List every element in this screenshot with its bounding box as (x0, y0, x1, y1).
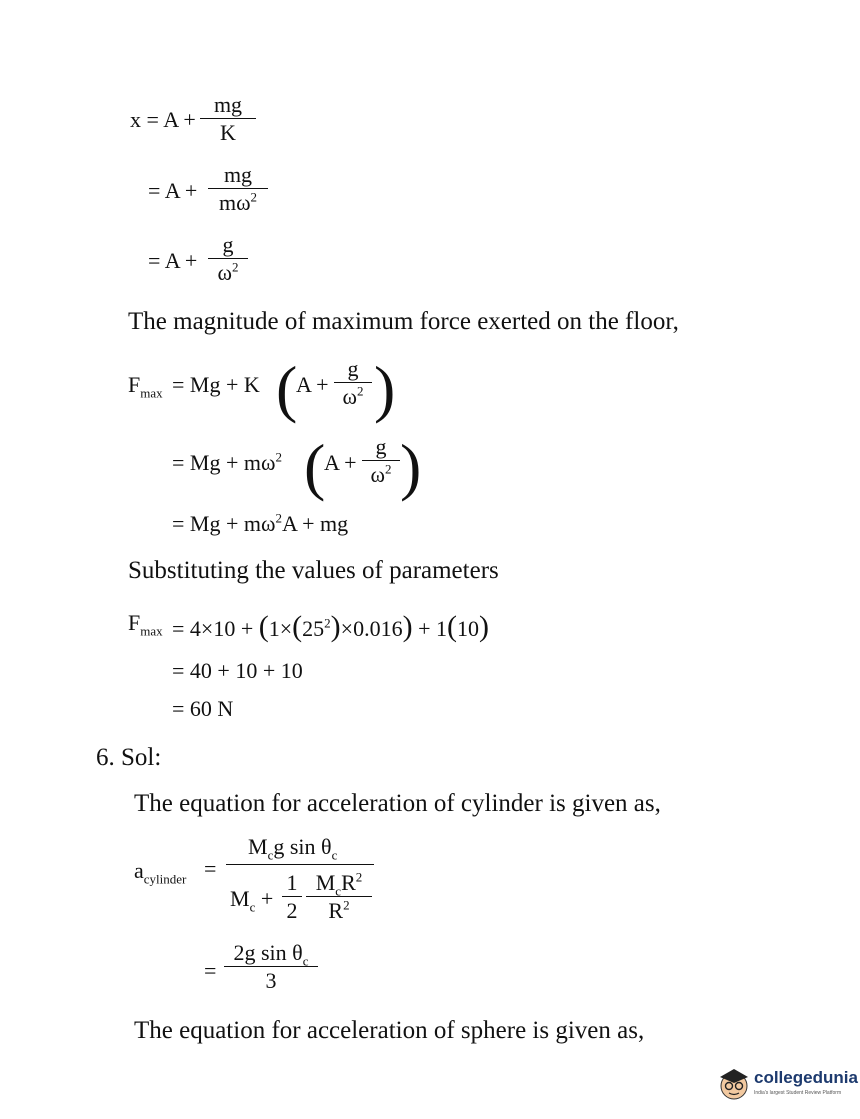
eq-line2-lhs: = A + (148, 178, 198, 203)
eq-line3-fraction (208, 232, 248, 286)
acyl-den-m: $M_c$ + (230, 886, 274, 915)
eq-line2-fraction (208, 162, 268, 216)
logo-tagline: India's largest Student Review Platform (754, 1090, 842, 1096)
sub1-lhs: $F_{max}$ (128, 610, 163, 639)
acyl2-fraction: 2g $\sin \theta_c$ 3 (224, 940, 318, 994)
solution-heading: 6. Sol: (96, 744, 162, 771)
sub3-expression: = 60 N (172, 696, 234, 721)
acyl-equals: = (204, 856, 217, 881)
eq-line1-den: K (220, 120, 236, 146)
fmax2-fraction (362, 434, 400, 488)
fmax1-num: g (347, 356, 359, 381)
fmax1-inner: A + (296, 372, 329, 397)
collegedunia-logo (714, 1062, 858, 1108)
fmax2-rhs: = $Mg + m\omega^2$ (172, 449, 282, 475)
acyl-main-bar (226, 864, 374, 865)
fmax1-right-paren: ) (374, 353, 396, 424)
fmax1-den: $\omega^2$ (342, 383, 364, 410)
paragraph-max-force: The magnitude of maximum force exerted on the floor, (128, 308, 679, 335)
acyl-inner-fraction: $M_cR^2$ $R^2$ (306, 870, 372, 924)
eq-line1-lhs: x = A + (130, 107, 196, 132)
sub1-rhs: = $4\times 10 + (1\times(25^2)\times 0.016) + 1(10)$ (172, 610, 489, 643)
acyl-half-fraction: 1 2 (282, 870, 302, 924)
eq-line3-den: $\omega^2$ (217, 259, 239, 286)
acyl-numerator: $M_cg$ $\sin \theta_c$ (248, 834, 338, 863)
paragraph-sphere: The equation for acceleration of sphere is given as, (134, 1017, 645, 1044)
logo-name: collegedunia (754, 1068, 858, 1087)
paragraph-substituting: Substituting the values of parameters (128, 557, 499, 584)
acyl-lhs: $a_{cylinder}$ (134, 858, 187, 887)
sub2-expression: = 40 + 10 + 10 (172, 658, 303, 683)
fmax2-num: g (375, 434, 387, 459)
paragraph-cylinder: The equation for acceleration of cylinder is given as, (134, 790, 661, 817)
fmax2-left-paren: ( (304, 431, 326, 502)
mascot-icon (714, 1064, 754, 1104)
fmax2-inner: A + (324, 450, 357, 475)
eq-line2-num: mg (223, 162, 253, 187)
fmax2-right-paren: ) (400, 431, 422, 502)
fmax1-left-paren: ( (276, 353, 298, 424)
fmax1-lhs: $F_{max}$ (128, 372, 163, 401)
eq-line1-fraction (200, 92, 256, 146)
fmax1-fraction (334, 356, 372, 410)
eq-line1-num: mg (213, 92, 243, 117)
fmax2-den: $\omega^2$ (370, 461, 392, 488)
eq-line3-num: g (222, 232, 234, 257)
fmax3-expression: = $Mg + m\omega^2A$ + mg (172, 510, 349, 536)
eq-line2-den: $m\omega^2$ (218, 189, 258, 216)
acyl2-equals: = (204, 958, 217, 983)
eq-line3-lhs: = A + (148, 248, 198, 273)
fmax1-rhs: = Mg + K (172, 372, 260, 397)
